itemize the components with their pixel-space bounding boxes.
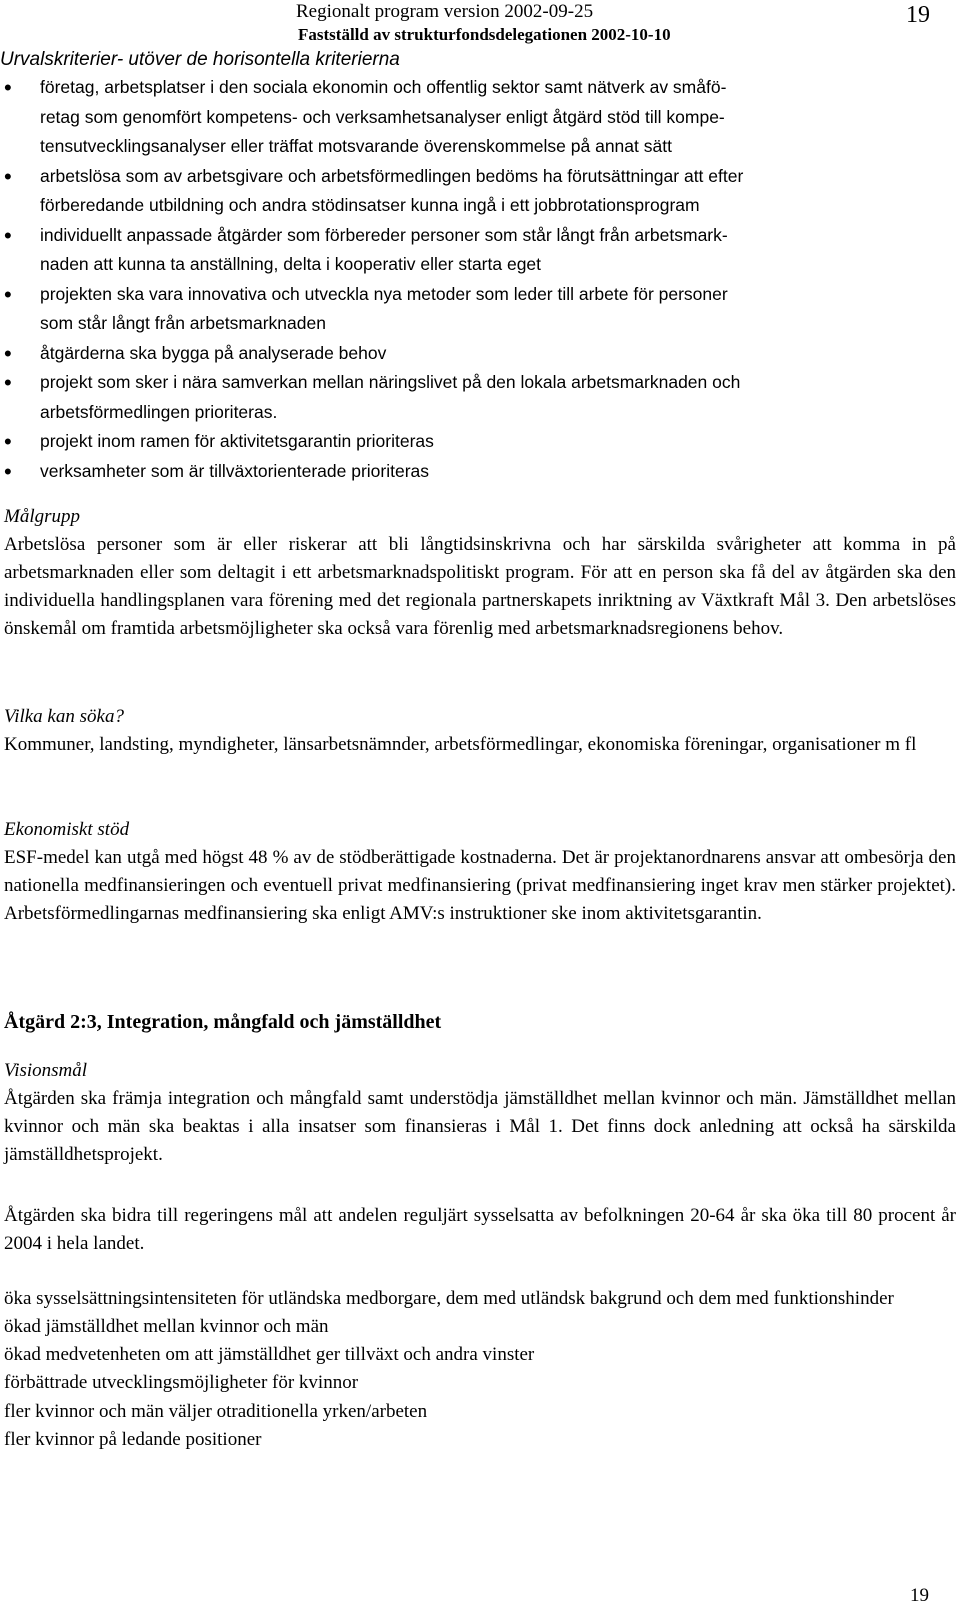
goal-item: förbättrade utvecklingsmöjligheter för kvinnor <box>4 1372 359 1394</box>
financial-support-section <box>4 816 956 928</box>
criteria-bullet-continuation: som står långt från arbetsmarknaden <box>40 313 326 333</box>
financial-support-heading: Ekonomiskt stöd <box>4 819 130 840</box>
vision-text: Åtgärden ska främja integration och mångfald samt understödja jämställdhet mellan kvinnor och män. Jämställdhet mellan kvinnor och män ska beaktas i alla insatser som finansieras i Mål 1. Det finns dock anledning att också ha särskilda jämställdhetsprojekt. <box>4 1088 956 1165</box>
criteria-bullet-item: • projekt inom ramen för aktivitetsgarantin prioriteras <box>4 427 956 457</box>
page-number-top: 19 <box>906 2 930 28</box>
measure-title <box>4 1008 956 1036</box>
criteria-bullet-item: • verksamheter som är tillväxtorienterade prioriteras <box>4 457 956 487</box>
criteria-bullet-continuation: tensutvecklingsanalyser eller träffat motsvarande överenskommelse på annat sätt <box>40 136 672 156</box>
criteria-bullet-continuation: retag som genomfört kompetens- och verksamhetsanalyser enligt åtgärd stöd till kompe- <box>40 106 725 127</box>
header-program-version: Regionalt program version 2002-09-25 <box>296 1 594 22</box>
header-established-by: Fastställd av strukturfondsdelegationen 2002-10-10 <box>298 25 671 44</box>
criteria-bullet-item: • företag, arbetsplatser i den sociala ekonomin och offentlig sektor samt nätverk av småfö- <box>4 73 956 103</box>
criteria-bullet-item: • åtgärderna ska bygga på analyserade behov <box>4 339 956 369</box>
goals-list <box>4 1285 956 1454</box>
goal-item: ökad medvetenheten om att jämställdhet ger tillväxt och andra vinster <box>4 1344 535 1366</box>
goal-text: Åtgärden ska bidra till regeringens mål att andelen reguljärt sysselsatta av befolkningen 20-64 år ska öka till 80 procent år 2004 i hela landet. <box>4 1205 956 1254</box>
target-group-text: Arbetslösa personer som är eller riskerar att bli långtidsinskrivna och har särskilda svårigheter att komma in på arbetsmarknaden eller som deltagit i ett arbetsmarknadspolitiskt program. För att en person ska få del av åtgärden ska den individuella handlingsplanen vara förening med det regionala partnerskapets inriktning av Växtkraft Mål 3. Den arbetslöses önskemål om framtida arbetsmöjligheter ska också vara förenlig med arbetsmarknadsregionens behov. <box>4 534 956 639</box>
criteria-bullet-continuation: förberedande utbildning och andra stödinsatser kunna ingå i ett jobbrotationsprogram <box>40 195 700 215</box>
goal-section <box>4 1202 956 1258</box>
measure-2-3-heading: Åtgärd 2:3, Integration, mångfald och jämställdhet <box>4 1011 442 1033</box>
criteria-bullet-continuation: arbetsförmedlingen prioriteras. <box>40 401 278 422</box>
goal-item: öka sysselsättningsintensiteten för utländska medborgare, dem med utländsk bakgrund och dem med funktionshinder <box>4 1288 894 1309</box>
target-group-section <box>4 503 956 643</box>
criteria-bullet-item: • projekt som sker i nära samverkan mellan näringslivet på den lokala arbetsmarknaden och <box>4 368 956 398</box>
criteria-bullet-item: • arbetslösa som av arbetsgivare och arbetsförmedlingen bedöms ha förutsättningar att efter <box>4 162 956 192</box>
page-number-bottom: 19 <box>910 1585 929 1606</box>
who-can-apply-heading: Vilka kan söka? <box>4 706 124 727</box>
who-can-apply-section <box>4 703 956 759</box>
who-can-apply-text: Kommuner, landsting, myndigheter, länsarbetsnämnder, arbetsförmedlingar, ekonomiska föreningar, organisationer m fl <box>4 734 917 755</box>
goal-item: fler kvinnor på ledande positioner <box>4 1428 262 1450</box>
target-group-heading: Målgrupp <box>4 506 80 527</box>
vision-section <box>4 1057 956 1169</box>
criteria-bullet-continuation: naden att kunna ta anställning, delta i kooperativ eller starta eget <box>40 254 542 274</box>
criteria-list <box>4 73 956 486</box>
goal-item: ökad jämställdhet mellan kvinnor och män <box>4 1316 329 1337</box>
criteria-bullet-item: • individuellt anpassade åtgärder som förbereder personer som står långt från arbetsmark- <box>4 221 956 251</box>
vision-heading: Visionsmål <box>4 1060 88 1081</box>
financial-support-text: ESF-medel kan utgå med högst 48 % av de stödberättigade kostnaderna. Det är projektanordnarens ansvar att ombesörja den nationella medfinansieringen och eventuell privat medfinansiering (privat medfinansiering inget krav men stärker projektet). Arbetsförmedlingarnas medfinansiering ska enligt AMV:s instruktioner ske inom aktivitetsgarantin. <box>4 847 956 924</box>
goal-item: fler kvinnor och män väljer otraditionella yrken/arbeten <box>4 1400 428 1422</box>
criteria-heading: Urvalskriterier- utöver de horisontella kriterierna <box>0 49 400 70</box>
criteria-bullet-item: • projekten ska vara innovativa och utveckla nya metoder som leder till arbete för personer <box>4 280 956 310</box>
